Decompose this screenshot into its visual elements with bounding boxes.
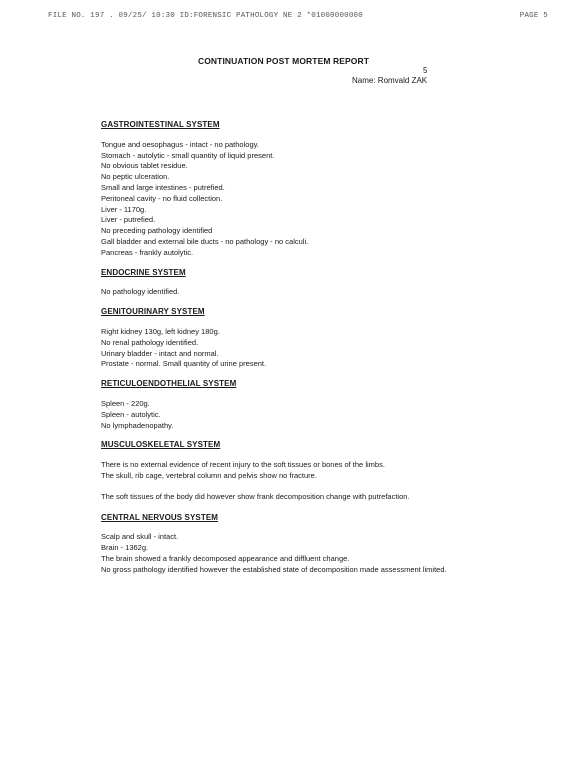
section-heading: GENITOURINARY SYSTEM [101, 307, 205, 317]
section-heading: RETICULOENDOTHELIAL SYSTEM [101, 379, 237, 389]
finding-line: No peptic ulceration. [101, 172, 170, 182]
section-reticuloendothelial [101, 379, 451, 431]
finding-paragraph: The skull, rib cage, vertebral column and pelvis show no fracture. [101, 470, 317, 480]
report-page-number: 5 [423, 66, 428, 75]
section-heading: MUSCULOSKELETAL SYSTEM [101, 440, 221, 450]
section-central-nervous [101, 513, 451, 576]
finding-line: Prostate - normal. Small quantity of urine present. [101, 359, 267, 369]
finding-line: Urinary bladder - intact and normal. [101, 348, 219, 358]
finding-line: Spleen - autolytic. [101, 409, 161, 419]
finding-line: Tongue and oesophagus - intact - no pathology. [101, 139, 259, 149]
finding-line: Gall bladder and external bile ducts - no pathology - no calculi. [101, 236, 309, 246]
finding-line: No renal pathology identified. [101, 337, 199, 347]
finding-line: Small and large intestines - putrefied. [101, 182, 225, 192]
finding-line: Peritoneal cavity - no fluid collection. [101, 193, 223, 203]
finding-line: Scalp and skull - intact. [101, 532, 179, 542]
finding-line: Liver - putrefied. [101, 215, 156, 225]
finding-line: Brain - 1362g. [101, 543, 149, 553]
section-heading: GASTROINTESTINAL SYSTEM [101, 120, 220, 129]
section-endocrine [101, 268, 451, 299]
report-title: CONTINUATION POST MORTEM REPORT [197, 56, 370, 66]
fax-page-number: PAGE 5 [519, 12, 548, 20]
finding-paragraph: The soft tissues of the body did however show frank decomposition change with putrefaction. [101, 491, 410, 501]
finding-line: Liver - 1170g. [101, 204, 147, 214]
finding-line: No obvious tablet residue. [101, 161, 188, 171]
finding-line: Spleen - 220g. [101, 398, 150, 408]
section-musculoskeletal [101, 440, 451, 502]
finding-line: No pathology identified. [101, 287, 180, 297]
section-genitourinary [101, 307, 451, 370]
finding-line: No preceding pathology identified [101, 226, 213, 236]
finding-line: No lymphadenopathy. [101, 420, 174, 430]
fax-header [48, 12, 548, 20]
finding-line: No gross pathology identified however the established state of decomposition made assessment limited. [101, 564, 447, 574]
deceased-name: Name: Romvald ZAK [352, 76, 428, 85]
finding-line: Stomach - autolytic - small quantity of liquid present. [101, 150, 275, 160]
section-heading: CENTRAL NERVOUS SYSTEM [101, 512, 219, 522]
section-heading: ENDOCRINE SYSTEM [101, 267, 186, 277]
finding-line: Right kidney 130g, left kidney 180g. [101, 326, 220, 336]
finding-paragraph: There is no external evidence of recent injury to the soft tissues or bones of the limbs. [101, 460, 385, 470]
finding-line: Pancreas - frankly autolytic. [101, 247, 194, 257]
finding-line: The brain showed a frankly decomposed appearance and diffluent change. [101, 553, 350, 563]
report-body [101, 120, 451, 585]
section-gastrointestinal [101, 120, 451, 259]
fax-header-text: FILE NO. 197 . 09/25/ 10:30 ID:FORENSIC PATHOLOGY NE 2 *01000000000 [48, 12, 363, 20]
